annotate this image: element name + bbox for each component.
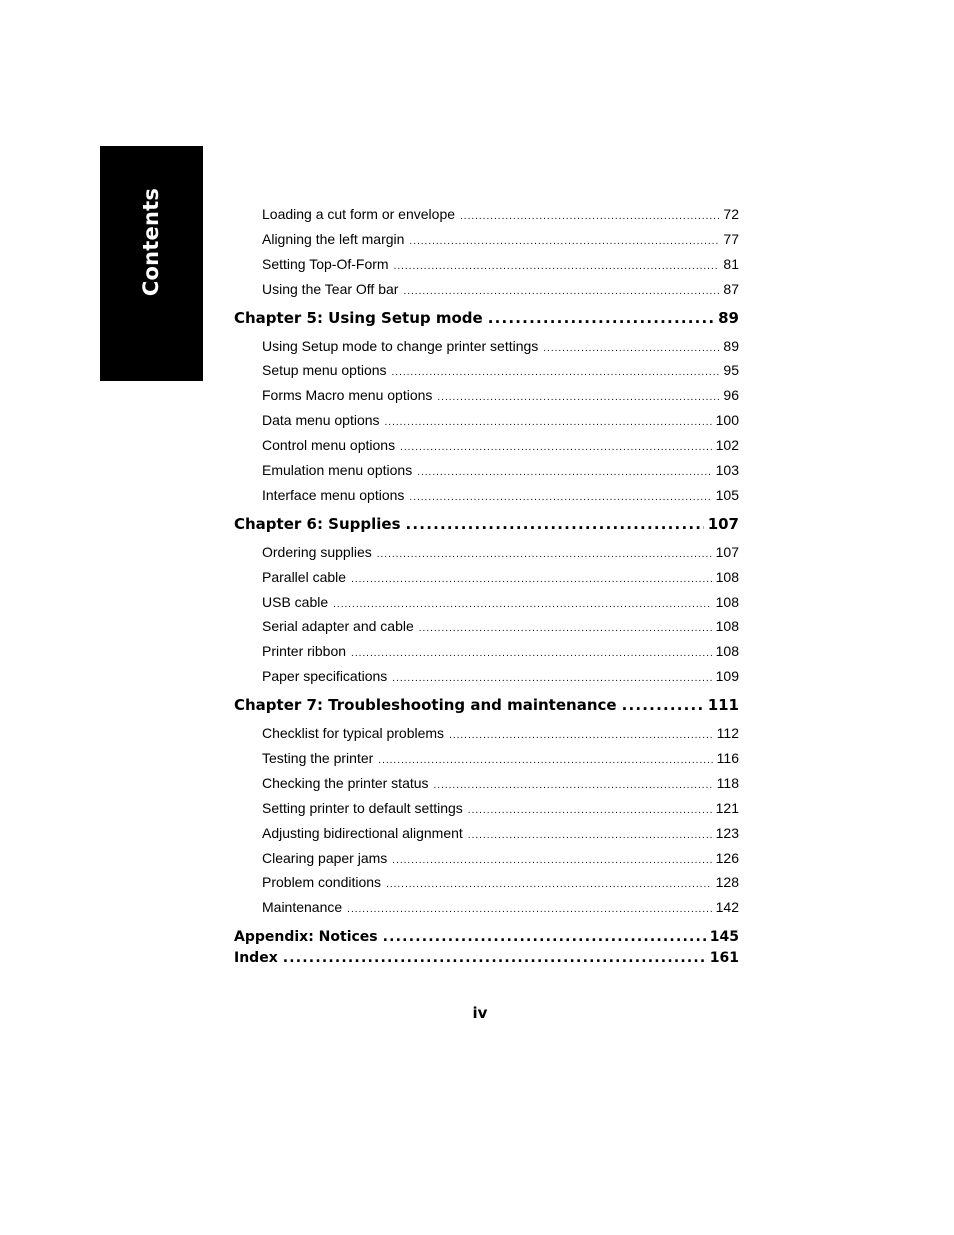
- toc-entry[interactable]: [234, 408, 739, 433]
- toc-entry-title: Setting Top-Of-Form: [262, 255, 389, 272]
- toc-entry[interactable]: [234, 540, 739, 565]
- toc-entry[interactable]: [234, 846, 739, 871]
- toc-entry-title: Setup menu options: [262, 362, 387, 379]
- dot-leader: [468, 799, 712, 824]
- toc-entry-title: Emulation menu options: [262, 462, 413, 479]
- toc-entry-page: 107: [715, 543, 739, 560]
- toc-chapter-7[interactable]: [234, 689, 739, 721]
- dot-leader: [449, 724, 713, 749]
- toc-entry-page: 108: [715, 618, 739, 635]
- dot-leader: [392, 849, 711, 874]
- toc-entry-page: 108: [715, 593, 739, 610]
- dot-leader: [417, 461, 711, 486]
- index-page: 161: [709, 950, 739, 967]
- toc-entry-page: 102: [715, 437, 739, 454]
- toc-entry[interactable]: [234, 334, 739, 359]
- dot-leader: [419, 617, 712, 642]
- appendix-page: 145: [709, 929, 739, 946]
- toc-entry-page: 103: [715, 462, 739, 479]
- toc-entry-title: Setting printer to default settings: [262, 799, 463, 816]
- toc-entry[interactable]: [234, 483, 739, 508]
- toc-entry[interactable]: [234, 227, 739, 252]
- toc-chapter-5[interactable]: [234, 302, 739, 334]
- toc-entry-page: 123: [715, 824, 739, 841]
- toc-entry[interactable]: [234, 433, 739, 458]
- toc-entry[interactable]: [234, 358, 739, 383]
- index-title: Index: [234, 950, 278, 967]
- toc-entry-title: Checking the printer status: [262, 774, 429, 791]
- toc-entry[interactable]: [234, 252, 739, 277]
- dot-leader: [283, 948, 706, 969]
- toc-entry[interactable]: [234, 746, 739, 771]
- toc-entry-title: Clearing paper jams: [262, 849, 388, 866]
- toc-entry-page: 81: [723, 255, 739, 272]
- dot-leader: [434, 774, 713, 799]
- toc-appendix[interactable]: [234, 927, 739, 948]
- toc-entry-page: 95: [723, 362, 739, 379]
- toc-entry-title: Aligning the left margin: [262, 230, 405, 247]
- toc-entry[interactable]: [234, 664, 739, 689]
- dot-leader: [383, 927, 706, 948]
- toc-chapter-6[interactable]: [234, 508, 739, 540]
- toc-entry-page: 112: [716, 725, 739, 742]
- dot-leader: [468, 824, 712, 849]
- toc-entry-page: 142: [715, 899, 739, 916]
- dot-leader: [394, 255, 720, 280]
- dot-leader: [406, 508, 704, 540]
- toc-entry-page: 96: [723, 387, 739, 404]
- contents-side-tab: [100, 146, 203, 381]
- toc-entry-page: 89: [723, 337, 739, 354]
- dot-leader: [351, 642, 712, 667]
- dot-leader: [377, 543, 712, 568]
- toc-entry-title: Printer ribbon: [262, 643, 347, 660]
- chapter-page: 111: [707, 696, 739, 715]
- toc-entry-title: Forms Macro menu options: [262, 387, 433, 404]
- chapter-title: Chapter 7: Troubleshooting and maintenance: [234, 696, 617, 715]
- toc-entry[interactable]: [234, 771, 739, 796]
- toc-entry-page: 87: [723, 280, 739, 297]
- toc-entry-title: Control menu options: [262, 437, 396, 454]
- toc-entry[interactable]: [234, 796, 739, 821]
- side-tab-label: Contents: [139, 187, 163, 297]
- dot-leader: [351, 568, 712, 593]
- dot-leader: [460, 205, 719, 230]
- toc-entry-title: Interface menu options: [262, 486, 405, 503]
- toc-entry[interactable]: [234, 639, 739, 664]
- dot-leader: [488, 302, 714, 334]
- toc-entry-title: Adjusting bidirectional alignment: [262, 824, 463, 841]
- toc-entry[interactable]: [234, 590, 739, 615]
- toc-entry-page: 121: [715, 799, 739, 816]
- toc-entry-page: 116: [716, 750, 739, 767]
- toc-entry-page: 100: [715, 412, 739, 429]
- toc-entry-title: Using the Tear Off bar: [262, 280, 399, 297]
- toc-entry-title: Parallel cable: [262, 568, 347, 585]
- toc-entry-title: Problem conditions: [262, 874, 382, 891]
- chapter-page: 107: [707, 514, 739, 533]
- toc-entry[interactable]: [234, 458, 739, 483]
- toc-entry-title: Data menu options: [262, 412, 380, 429]
- toc-entry-page: 105: [715, 486, 739, 503]
- toc-entry-page: 109: [715, 668, 739, 685]
- dot-leader: [622, 689, 704, 721]
- toc-entry[interactable]: [234, 277, 739, 302]
- toc-entry-title: Maintenance: [262, 899, 343, 916]
- dot-leader: [543, 337, 719, 362]
- toc-entry[interactable]: [234, 565, 739, 590]
- dot-leader: [347, 898, 711, 923]
- toc-entry-title: Serial adapter and cable: [262, 618, 414, 635]
- toc-entry-page: 118: [716, 774, 739, 791]
- toc-entry-page: 108: [715, 568, 739, 585]
- toc-entry-page: 108: [715, 643, 739, 660]
- toc-entry[interactable]: [234, 821, 739, 846]
- toc-entry-title: Using Setup mode to change printer settings: [262, 337, 539, 354]
- chapter-title: Chapter 5: Using Setup mode: [234, 308, 483, 327]
- toc-entry[interactable]: [234, 870, 739, 895]
- toc-entry[interactable]: [234, 721, 739, 746]
- toc-entry-title: Paper specifications: [262, 668, 388, 685]
- toc-entry-title: USB cable: [262, 593, 329, 610]
- appendix-title: Appendix: Notices: [234, 929, 378, 946]
- toc-entry-page: 72: [723, 206, 739, 222]
- toc-entry-title: Testing the printer: [262, 750, 374, 767]
- dot-leader: [386, 873, 712, 898]
- toc-entry-page: 77: [723, 230, 739, 247]
- toc-entry-page: 126: [715, 849, 739, 866]
- toc-index[interactable]: [234, 948, 739, 969]
- toc-entry[interactable]: [234, 895, 739, 920]
- dot-leader: [409, 230, 719, 255]
- toc-entry-title: Ordering supplies: [262, 543, 372, 560]
- dot-leader: [385, 411, 712, 436]
- toc-entry[interactable]: [234, 383, 739, 408]
- table-of-contents: [234, 202, 739, 969]
- toc-entry[interactable]: [234, 614, 739, 639]
- toc-entry[interactable]: [234, 202, 739, 227]
- chapter-page: 89: [718, 308, 739, 327]
- toc-entry-title: Checklist for typical problems: [262, 725, 445, 742]
- dot-leader: [437, 386, 719, 411]
- dot-leader: [400, 436, 712, 461]
- toc-entry-title: Loading a cut form or envelope: [262, 206, 456, 222]
- page-number: iv: [472, 1004, 488, 1022]
- chapter-title: Chapter 6: Supplies: [234, 514, 401, 533]
- dot-leader: [392, 361, 720, 386]
- toc-entry-page: 128: [715, 874, 739, 891]
